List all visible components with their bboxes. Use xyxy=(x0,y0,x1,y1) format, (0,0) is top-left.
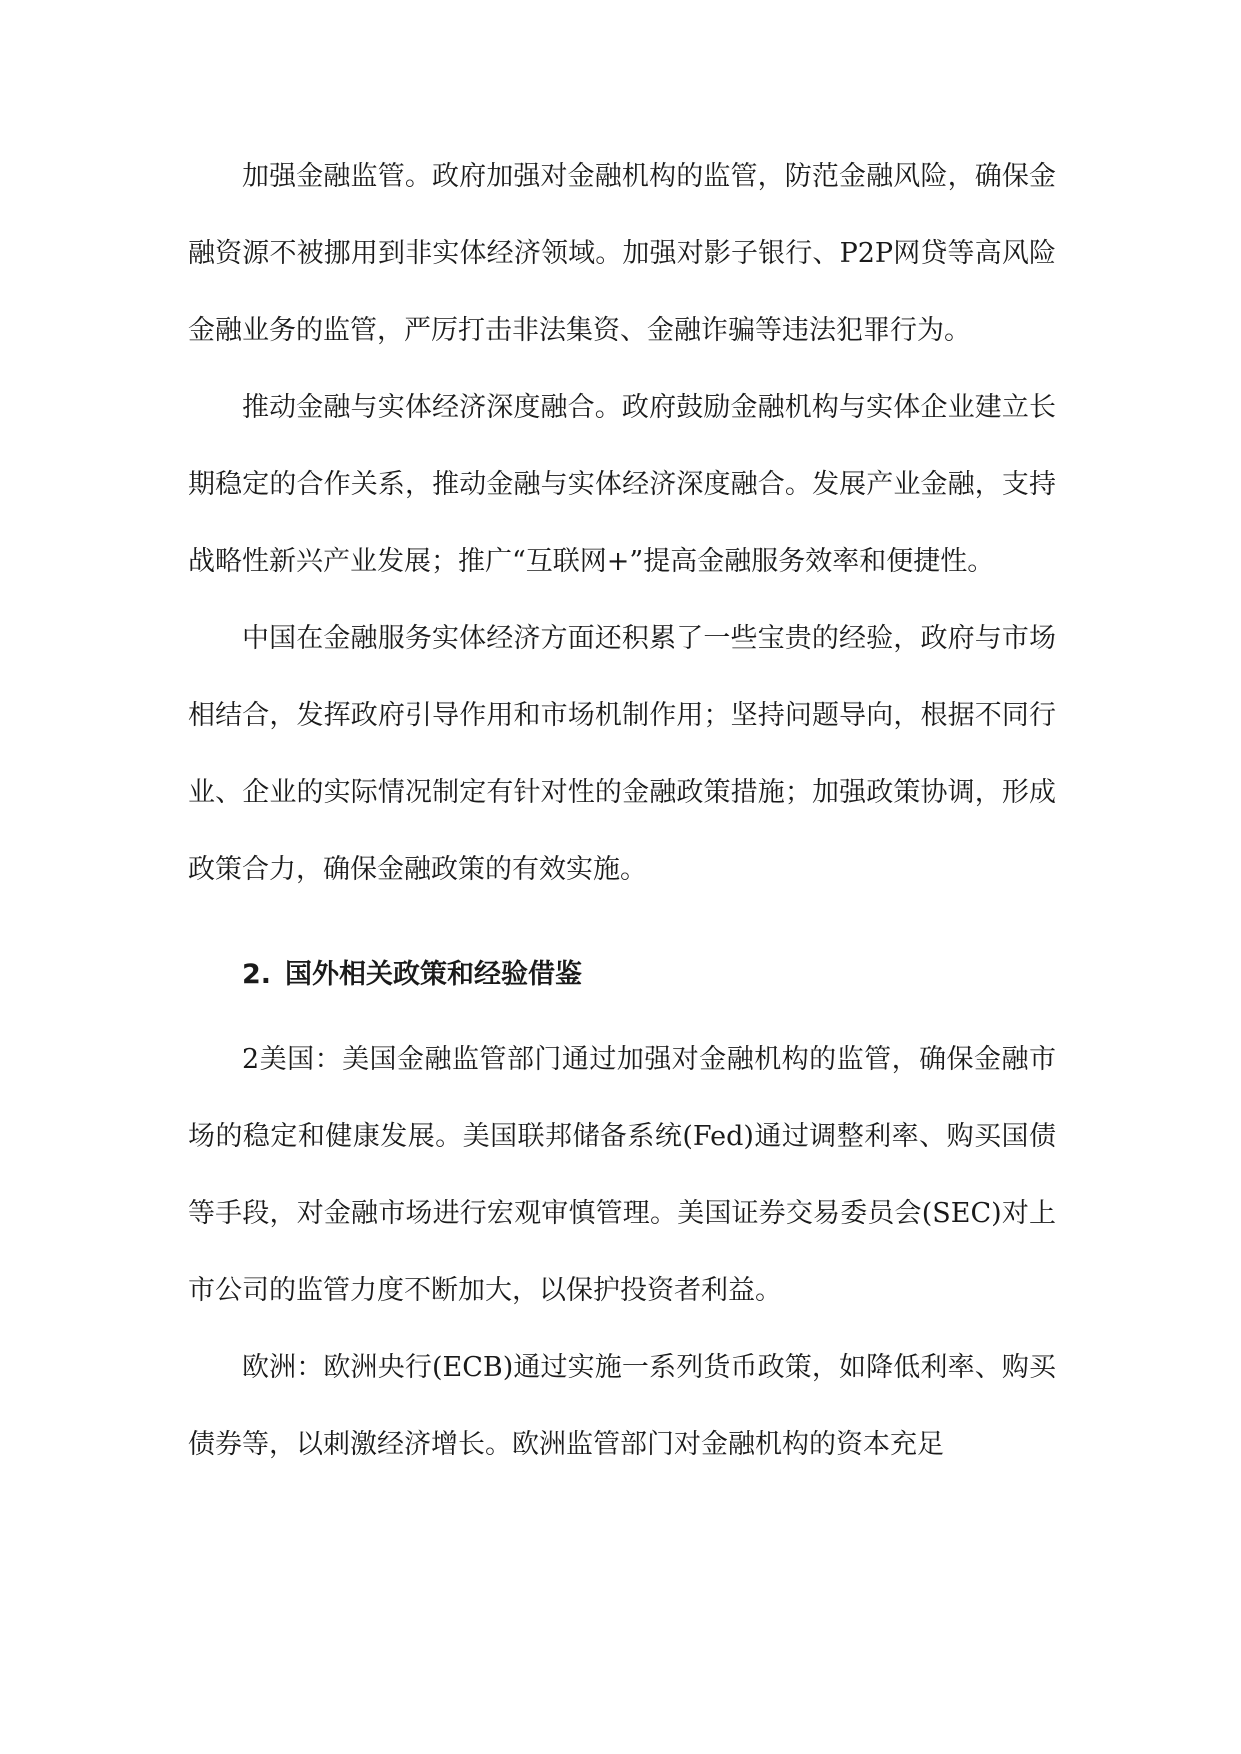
section-heading-number: 2. xyxy=(242,959,272,990)
paragraph-finance-real-economy-integration: 推动金融与实体经济深度融合。政府鼓励金融机构与实体企业建立长期稳定的合作关系，推动金融与实体经济深度融合。发展产业金融，支持战略性新兴产业发展；推广“互联网+”提高金融服务效率和便捷性。 xyxy=(188,392,1056,577)
paragraph-financial-regulation: 加强金融监管。政府加强对金融机构的监管，防范金融风险，确保金融资源不被挪用到非实体经济领域。加强对影子银行、P2P网贷等高风险金融业务的监管，严厉打击非法集资、金融诈骗等违法犯罪行为。 xyxy=(188,161,1056,346)
section-heading xyxy=(188,936,1056,1013)
paragraph-usa: 2美国：美国金融监管部门通过加强对金融机构的监管，确保金融市场的稳定和健康发展。美国联邦储备系统(Fed)通过调整利率、购买国债等手段，对金融市场进行宏观审慎管理。美国证券交易委员会(SEC)对上市公司的监管力度不断加大，以保护投资者利益。 xyxy=(188,1044,1056,1306)
document-body xyxy=(188,138,1056,1483)
paragraph-china-experience: 中国在金融服务实体经济方面还积累了一些宝贵的经验，政府与市场相结合，发挥政府引导作用和市场机制作用；坚持问题导向，根据不同行业、企业的实际情况制定有针对性的金融政策措施；加强政策协调，形成政策合力，确保金融政策的有效实施。 xyxy=(188,623,1056,885)
section-heading-title: 国外相关政策和经验借鉴 xyxy=(285,959,583,990)
paragraph-europe: 欧洲：欧洲央行(ECB)通过实施一系列货币政策，如降低利率、购买债券等，以刺激经济增长。欧洲监管部门对金融机构的资本充足 xyxy=(188,1352,1056,1460)
